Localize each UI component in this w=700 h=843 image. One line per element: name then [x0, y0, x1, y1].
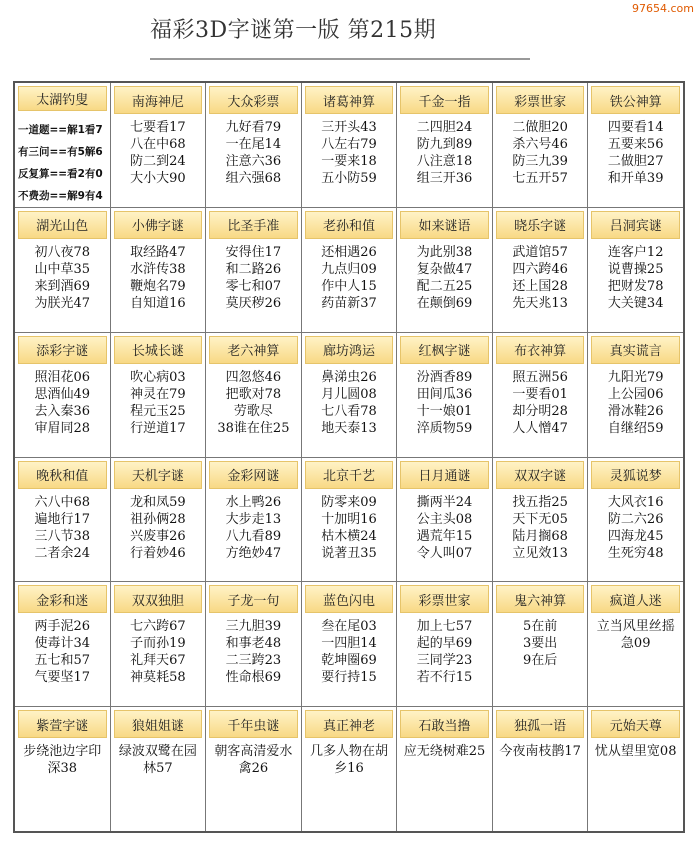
- rule-line: 有三问==有5解6: [18, 145, 103, 158]
- riddle-line: 三开头43: [321, 120, 377, 135]
- riddle-cell: [302, 458, 397, 582]
- cell-header: 廊坊鸿运: [305, 336, 394, 364]
- cell-header: 老六神算: [209, 336, 298, 364]
- cell-header: 添彩字谜: [18, 336, 107, 364]
- cell-header: 天机字谜: [114, 461, 203, 489]
- riddle-line: 二做胆20: [512, 120, 568, 135]
- riddle-lines: [302, 613, 397, 706]
- riddle-cell: [493, 333, 588, 457]
- riddle-lines: [15, 613, 110, 706]
- riddle-lines: [397, 364, 492, 457]
- cell-header: 北京千艺: [305, 461, 394, 489]
- riddle-cell: [493, 707, 588, 831]
- riddle-line: 劳歌尽: [233, 403, 273, 419]
- cell-header: 湖光山色: [18, 211, 107, 239]
- riddle-lines: [206, 613, 301, 706]
- riddle-cell: [397, 333, 492, 457]
- riddle-line: 陆月搁68: [512, 528, 568, 544]
- riddle-line: 遇荒年15: [416, 528, 473, 544]
- riddle-cell: [206, 83, 301, 207]
- riddle-cell: [111, 707, 206, 831]
- riddle-cell: [111, 83, 206, 207]
- riddle-line: 行逆道17: [130, 420, 186, 436]
- riddle-lines: [397, 239, 492, 332]
- cell-header: 灵狐说梦: [591, 461, 680, 489]
- riddle-line: 上公园06: [607, 386, 664, 402]
- riddle-line: 吹心病03: [130, 369, 186, 385]
- riddle-line: 取经路47: [130, 244, 186, 260]
- riddle-lines: [397, 738, 492, 831]
- riddle-lines: [111, 489, 206, 582]
- riddle-line: 武道馆57: [512, 244, 568, 260]
- riddle-line: 汾酒香89: [416, 369, 473, 385]
- riddle-line: 兴废事26: [130, 528, 186, 544]
- riddle-line: 枯木横24: [321, 528, 377, 544]
- riddle-cell: [302, 208, 397, 332]
- riddle-lines: [302, 489, 397, 582]
- riddle-cell: [206, 458, 301, 582]
- riddle-line: 去入秦36: [34, 403, 91, 419]
- riddle-line: 地天泰13: [321, 420, 377, 436]
- riddle-lines: [206, 114, 301, 207]
- riddle-line: 令人叫07: [416, 545, 473, 561]
- riddle-line: 大步走13: [225, 511, 282, 527]
- cell-header: 真实谎言: [591, 336, 680, 364]
- riddle-line: 若不行15: [416, 670, 473, 686]
- cell-header: 千年虫谜: [209, 710, 298, 738]
- rule-line: 一道题==解1看7: [18, 123, 103, 136]
- riddle-cell: [206, 208, 301, 332]
- riddle-line: 水上鸭26: [225, 494, 282, 510]
- riddle-cell: [15, 333, 110, 457]
- riddle-lines: [588, 239, 683, 332]
- riddle-lines: [588, 114, 683, 207]
- riddle-line: 绿波双鹭在园林57: [118, 744, 197, 777]
- riddle-cell: [111, 582, 206, 706]
- riddle-line: 找五指25: [512, 494, 568, 510]
- riddle-lines: [493, 613, 588, 706]
- riddle-line: 还上国28: [512, 278, 568, 294]
- riddle-line: 使毒计34: [34, 636, 91, 652]
- riddle-line: 二四胆24: [416, 120, 473, 135]
- riddle-line: 大关键34: [607, 295, 664, 311]
- riddle-line: 生死穷48: [607, 545, 664, 561]
- riddle-line: 乾坤圈69: [321, 653, 377, 669]
- riddle-line: 神灵在79: [130, 386, 186, 402]
- cell-header: 狼姐姐谜: [114, 710, 203, 738]
- riddle-line: 为朕光47: [34, 295, 91, 311]
- riddle-line: 9在后: [522, 653, 558, 669]
- riddle-cell: [206, 707, 301, 831]
- riddle-line: 零七和07: [225, 278, 282, 294]
- riddle-line: 审眉同28: [34, 420, 91, 436]
- riddle-cell: [206, 333, 301, 457]
- cell-header: 如来谜语: [400, 211, 489, 239]
- riddle-line: 组三开36: [416, 171, 473, 186]
- riddle-line: 公主头08: [416, 511, 473, 527]
- riddle-lines: [588, 489, 683, 582]
- cell-header: 千金一指: [400, 86, 489, 114]
- riddle-lines: [111, 364, 206, 457]
- site-watermark: 97654.com: [632, 2, 694, 15]
- cell-header: 石敢当撸: [400, 710, 489, 738]
- riddle-lines: [588, 613, 683, 706]
- riddle-lines: [206, 239, 301, 332]
- cell-header: 金彩网谜: [209, 461, 298, 489]
- riddle-line: 防九到89: [416, 137, 473, 152]
- riddle-line: 一在尾14: [225, 137, 282, 152]
- cell-header: 布衣神算: [496, 336, 585, 364]
- riddle-line: 安得住17: [225, 244, 282, 260]
- riddle-line: 鼻涕虫26: [321, 369, 377, 385]
- riddle-line: 注意六36: [225, 154, 282, 169]
- riddle-line: 山中草35: [34, 261, 91, 277]
- riddle-line: 四海龙45: [607, 528, 664, 544]
- riddle-cell: [206, 582, 301, 706]
- riddle-cell: [15, 458, 110, 582]
- riddle-line: 一要来18: [321, 154, 377, 169]
- riddle-line: 四六跨46: [512, 261, 568, 277]
- riddle-lines: [397, 114, 492, 207]
- riddle-cell: [302, 707, 397, 831]
- riddle-line: 要行持15: [321, 670, 377, 686]
- riddle-line: 在颠倒69: [416, 295, 473, 311]
- riddle-line: 配二五25: [416, 278, 473, 294]
- riddle-line: 程元玉25: [130, 403, 186, 419]
- riddle-cell: [493, 458, 588, 582]
- riddle-line: 四要看14: [607, 120, 664, 135]
- cell-header: 真正神老: [305, 710, 394, 738]
- riddle-cell: [397, 458, 492, 582]
- cell-header: 独孤一语: [496, 710, 585, 738]
- riddle-lines: [15, 239, 110, 332]
- riddle-cell: [111, 333, 206, 457]
- cell-header: 老孙和值: [305, 211, 394, 239]
- cell-header: 鬼六神算: [496, 585, 585, 613]
- riddle-line: 几多人物在胡乡16: [309, 744, 388, 777]
- riddle-line: 子而孙19: [130, 636, 186, 652]
- riddle-line: 性命根69: [225, 670, 282, 686]
- riddle-lines: [111, 239, 206, 332]
- riddle-line: 自知道16: [130, 295, 186, 311]
- riddle-line: 一四胆14: [321, 636, 377, 652]
- riddle-lines: [302, 738, 397, 831]
- riddle-line: 复杂做47: [416, 261, 473, 277]
- riddle-lines: [206, 738, 301, 831]
- riddle-line: 却分明28: [512, 403, 568, 419]
- riddle-line: 先天兆13: [512, 295, 568, 311]
- cell-header: 晚秋和值: [18, 461, 107, 489]
- riddle-line: 立当风里丝摇急09: [596, 619, 675, 652]
- riddle-line: 防二到24: [130, 154, 186, 169]
- riddle-line: 照泪花06: [34, 369, 91, 385]
- riddle-lines: [397, 489, 492, 582]
- riddle-line: 五七和57: [34, 653, 91, 669]
- riddle-line: 朝客高清爱水禽26: [214, 744, 293, 777]
- page-title: 福彩3D字谜第一版 第215期: [150, 18, 437, 43]
- riddle-line: 水浒传38: [130, 261, 186, 277]
- riddle-line: 和开单39: [607, 171, 664, 186]
- riddle-line: 连客户12: [607, 244, 664, 260]
- riddle-lines: [493, 239, 588, 332]
- riddle-lines: [111, 613, 206, 706]
- riddle-line: 杀六号46: [512, 137, 568, 152]
- riddle-cell: [15, 707, 110, 831]
- riddle-lines: [588, 364, 683, 457]
- riddle-cell: [588, 83, 683, 207]
- riddle-lines: [588, 738, 683, 831]
- riddle-line: 滑冰鞋26: [607, 403, 664, 419]
- riddle-line: 气要坚17: [34, 670, 91, 686]
- riddle-cell: [588, 582, 683, 706]
- riddle-line: 大风衣16: [607, 494, 664, 510]
- riddle-line: 来到酒69: [34, 278, 91, 294]
- riddle-line: 五小防59: [321, 171, 377, 186]
- riddle-line: 月儿圆08: [321, 386, 377, 402]
- cell-header: 元始天尊: [591, 710, 680, 738]
- riddle-line: 鞭炮名79: [130, 278, 186, 294]
- riddle-cell: [588, 333, 683, 457]
- cell-header: 疯道人迷: [591, 585, 680, 613]
- riddle-cell: [493, 582, 588, 706]
- cell-header: 子龙一句: [209, 585, 298, 613]
- riddle-lines: [206, 489, 301, 582]
- riddle-lines: [15, 364, 110, 457]
- cell-header: 双双独胆: [114, 585, 203, 613]
- riddle-line: 莫厌秽26: [225, 295, 282, 311]
- riddle-lines: [493, 738, 588, 831]
- riddle-line: 说曹操25: [607, 261, 664, 277]
- riddle-cell: [111, 208, 206, 332]
- riddle-line: 一要看01: [512, 386, 568, 402]
- riddle-line: 防零来09: [321, 494, 377, 510]
- riddle-line: 祖孙俩28: [130, 511, 186, 527]
- riddle-line: 说著丑35: [321, 545, 377, 561]
- riddle-line: 二做胆27: [607, 154, 664, 169]
- cell-header: 红枫字谜: [400, 336, 489, 364]
- riddle-line: 今夜南枝鹊17: [499, 744, 581, 760]
- rules-list: [15, 111, 110, 207]
- riddle-cell: [397, 582, 492, 706]
- riddle-cell: [397, 707, 492, 831]
- riddle-line: 照五洲56: [512, 369, 568, 385]
- riddle-line: 九点归09: [321, 261, 377, 277]
- riddle-cell: [302, 582, 397, 706]
- riddle-line: 八注意18: [416, 154, 473, 169]
- riddle-line: 3要出: [522, 636, 558, 652]
- cell-header: 小佛字谜: [114, 211, 203, 239]
- cell-header: 诸葛神算: [305, 86, 394, 114]
- cell-header: 大众彩票: [209, 86, 298, 114]
- riddle-line: 六八中68: [34, 494, 91, 510]
- cell-header: 蓝色闪电: [305, 585, 394, 613]
- riddle-line: 三八节38: [34, 528, 91, 544]
- riddle-cell: [15, 83, 110, 207]
- riddle-cell: [493, 83, 588, 207]
- riddle-lines: [493, 489, 588, 582]
- riddle-line: 加上七57: [416, 619, 473, 635]
- riddle-line: 大小大90: [130, 171, 186, 186]
- riddle-cell: [302, 83, 397, 207]
- riddle-line: 防三九39: [512, 154, 568, 169]
- riddle-line: 七八看78: [321, 403, 377, 419]
- cell-header: 太湖钓叟: [18, 86, 107, 111]
- riddle-line: 两手泥26: [34, 619, 91, 635]
- riddle-cell: [397, 208, 492, 332]
- rule-line: 不费劲==解9有4: [18, 189, 103, 202]
- riddle-line: 五要来56: [607, 137, 664, 152]
- cell-header: 金彩和迷: [18, 585, 107, 613]
- riddle-line: 八在中68: [130, 137, 186, 152]
- riddle-lines: [206, 364, 301, 457]
- riddle-line: 防二六26: [607, 511, 664, 527]
- riddle-line: 七五开57: [512, 171, 568, 186]
- riddle-table: [13, 81, 685, 833]
- riddle-line: 忧从望里宽08: [594, 744, 677, 760]
- riddle-line: 行着妙46: [130, 545, 186, 561]
- riddle-line: 药苗新37: [321, 295, 377, 311]
- riddle-lines: [302, 364, 397, 457]
- riddle-line: 应无绕树难25: [403, 744, 486, 760]
- riddle-line: 十一娘01: [416, 403, 473, 419]
- riddle-lines: [111, 738, 206, 831]
- cell-header: 吕洞宾谜: [591, 211, 680, 239]
- riddle-cell: [15, 208, 110, 332]
- riddle-line: 七六跨67: [130, 619, 186, 635]
- riddle-line: 九好看79: [225, 120, 282, 135]
- riddle-cell: [588, 707, 683, 831]
- riddle-cell: [397, 83, 492, 207]
- riddle-line: 二者余24: [34, 545, 91, 561]
- riddle-line: 四忽悠46: [225, 369, 282, 385]
- riddle-line: 天下无05: [512, 511, 568, 527]
- riddle-cell: [588, 458, 683, 582]
- riddle-line: 自继绍59: [607, 420, 664, 436]
- riddle-line: 思酒仙49: [34, 386, 91, 402]
- riddle-line: 把财发78: [607, 278, 664, 294]
- riddle-lines: [493, 364, 588, 457]
- riddle-line: 叁在尾03: [321, 619, 377, 635]
- cell-header: 比圣手准: [209, 211, 298, 239]
- riddle-line: 遍地行17: [34, 511, 91, 527]
- cell-header: 彩票世家: [496, 86, 585, 114]
- cell-header: 晓乐字谜: [496, 211, 585, 239]
- riddle-lines: [397, 613, 492, 706]
- riddle-line: 作中人15: [321, 278, 377, 294]
- cell-header: 紫萱字谜: [18, 710, 107, 738]
- riddle-line: 三九胆39: [225, 619, 282, 635]
- riddle-line: 八左右79: [321, 137, 377, 152]
- riddle-line: 和事老48: [225, 636, 282, 652]
- cell-header: 日月通谜: [400, 461, 489, 489]
- riddle-line: 5在前: [522, 619, 558, 635]
- riddle-line: 龙和凤59: [130, 494, 186, 510]
- cell-header: 南海神尼: [114, 86, 203, 114]
- riddle-cell: [302, 333, 397, 457]
- riddle-line: 还相遇26: [321, 244, 377, 260]
- riddle-line: 方绝妙47: [225, 545, 282, 561]
- riddle-cell: [111, 458, 206, 582]
- riddle-line: 二三跨23: [225, 653, 282, 669]
- riddle-line: 八九看89: [225, 528, 282, 544]
- rule-line: 反复算==看2有0: [18, 167, 103, 180]
- riddle-line: 十加明16: [321, 511, 377, 527]
- cell-header: 长城长谜: [114, 336, 203, 364]
- riddle-line: 撕两半24: [416, 494, 473, 510]
- cell-header: 彩票世家: [400, 585, 489, 613]
- riddle-line: 组六强68: [225, 171, 282, 186]
- riddle-line: 淬质物59: [416, 420, 473, 436]
- riddle-line: 初八夜78: [34, 244, 91, 260]
- riddle-line: 礼拜天67: [130, 653, 186, 669]
- riddle-line: 九阳光79: [607, 369, 664, 385]
- riddle-lines: [302, 114, 397, 207]
- riddle-line: 为此别38: [416, 244, 473, 260]
- riddle-line: 起的早69: [416, 636, 473, 652]
- riddle-lines: [302, 239, 397, 332]
- riddle-line: 三同学23: [416, 653, 473, 669]
- riddle-line: 和二路26: [225, 261, 282, 277]
- riddle-lines: [493, 114, 588, 207]
- cell-header: 双双字谜: [496, 461, 585, 489]
- riddle-line: 步绕池边字印深38: [23, 744, 102, 777]
- riddle-line: 七要看17: [130, 120, 186, 135]
- riddle-line: 把歌对78: [225, 386, 282, 402]
- riddle-lines: [15, 738, 110, 831]
- riddle-lines: [15, 489, 110, 582]
- riddle-cell: [493, 208, 588, 332]
- riddle-line: 立见效13: [512, 545, 568, 561]
- riddle-line: 神莫耗58: [130, 670, 186, 686]
- riddle-cell: [588, 208, 683, 332]
- cell-header: 铁公神算: [591, 86, 680, 114]
- riddle-line: 38谁在住25: [217, 420, 290, 436]
- riddle-lines: [111, 114, 206, 207]
- riddle-cell: [15, 582, 110, 706]
- riddle-line: 人人憎47: [512, 420, 568, 436]
- riddle-line: 田间瓜36: [416, 386, 473, 402]
